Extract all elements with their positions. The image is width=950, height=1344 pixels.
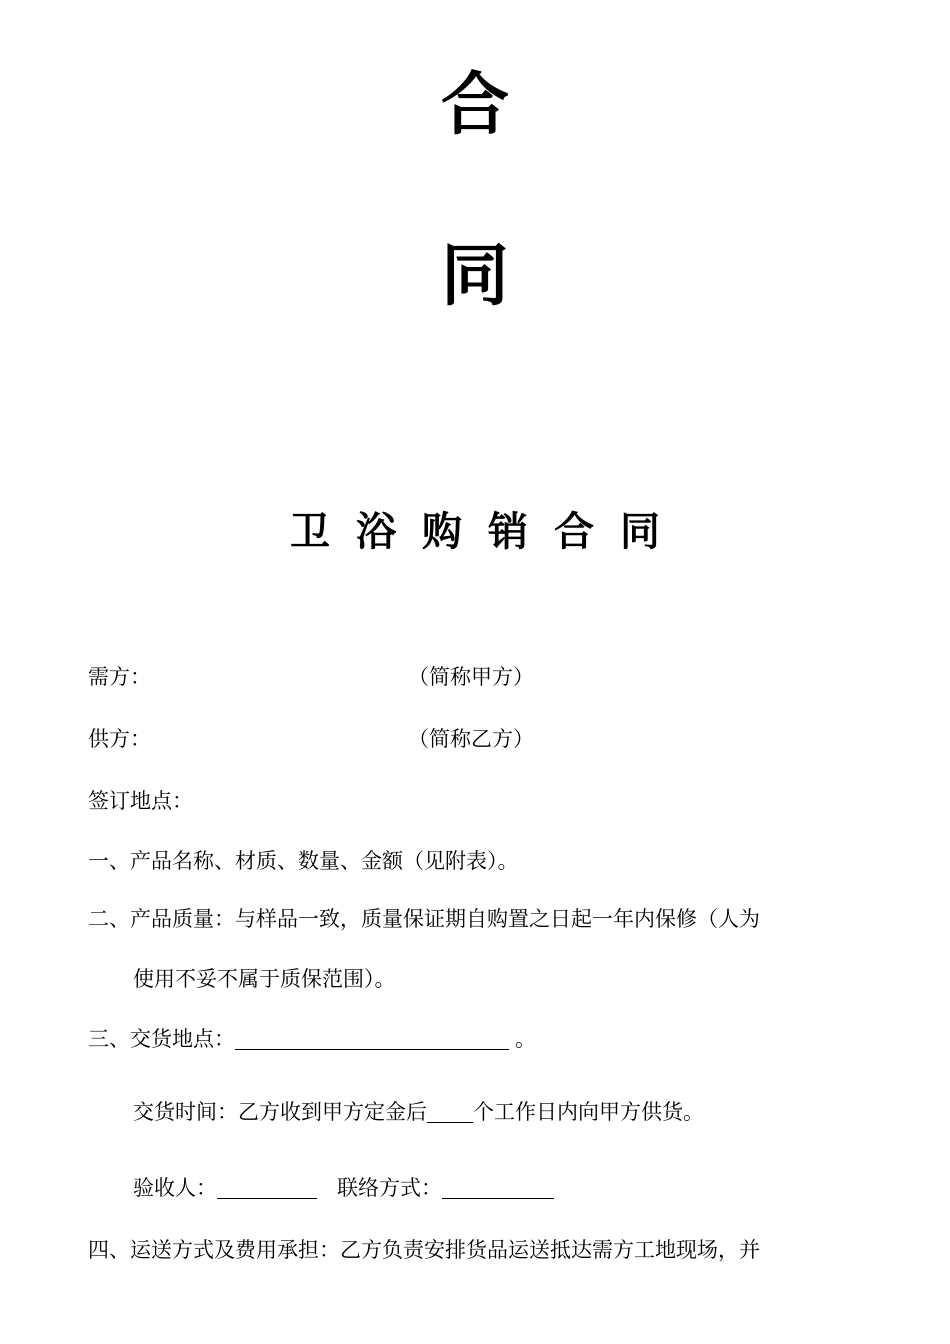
seller-label: 供方： xyxy=(88,727,151,751)
signing-place-label: 签订地点： xyxy=(88,789,193,813)
delivery-time-suffix: 个工作日内向甲方供货。 xyxy=(473,1100,704,1124)
delivery-time-line xyxy=(133,1102,704,1123)
delivery-time-prefix: 交货时间：乙方收到甲方定金后 xyxy=(133,1100,427,1124)
cover-title-char-2: 同 xyxy=(440,237,509,316)
buyer-note: （简称甲方） xyxy=(408,665,534,689)
document-title: 卫浴购销合同 xyxy=(290,509,686,555)
delivery-days-blank xyxy=(427,1102,473,1123)
delivery-place-end: 。 xyxy=(515,1027,536,1051)
cover-title-char-1: 合 xyxy=(440,66,509,145)
delivery-place-blank xyxy=(235,1029,509,1050)
buyer-label: 需方： xyxy=(88,665,151,689)
clause-1: 一、产品名称、材质、数量、金额（见附表）。 xyxy=(88,849,519,873)
contact-blank xyxy=(442,1178,554,1199)
clause-2-line-2: 使用不妥不属于质保范围）。 xyxy=(133,967,396,991)
clause-4-line-1: 四、运送方式及费用承担：乙方负责安排货品运送抵达需方工地现场，并 xyxy=(88,1238,760,1262)
clause-3-delivery-place xyxy=(88,1029,536,1050)
delivery-place-label: 三、交货地点： xyxy=(88,1027,235,1051)
inspector-blank xyxy=(217,1178,317,1199)
seller-note: （简称乙方） xyxy=(408,727,534,751)
contact-label: 联络方式： xyxy=(337,1176,442,1200)
inspector-line xyxy=(133,1178,554,1199)
clause-2-line-1: 二、产品质量：与样品一致，质量保证期自购置之日起一年内保修（人为 xyxy=(88,907,760,931)
inspector-label: 验收人： xyxy=(133,1176,217,1200)
